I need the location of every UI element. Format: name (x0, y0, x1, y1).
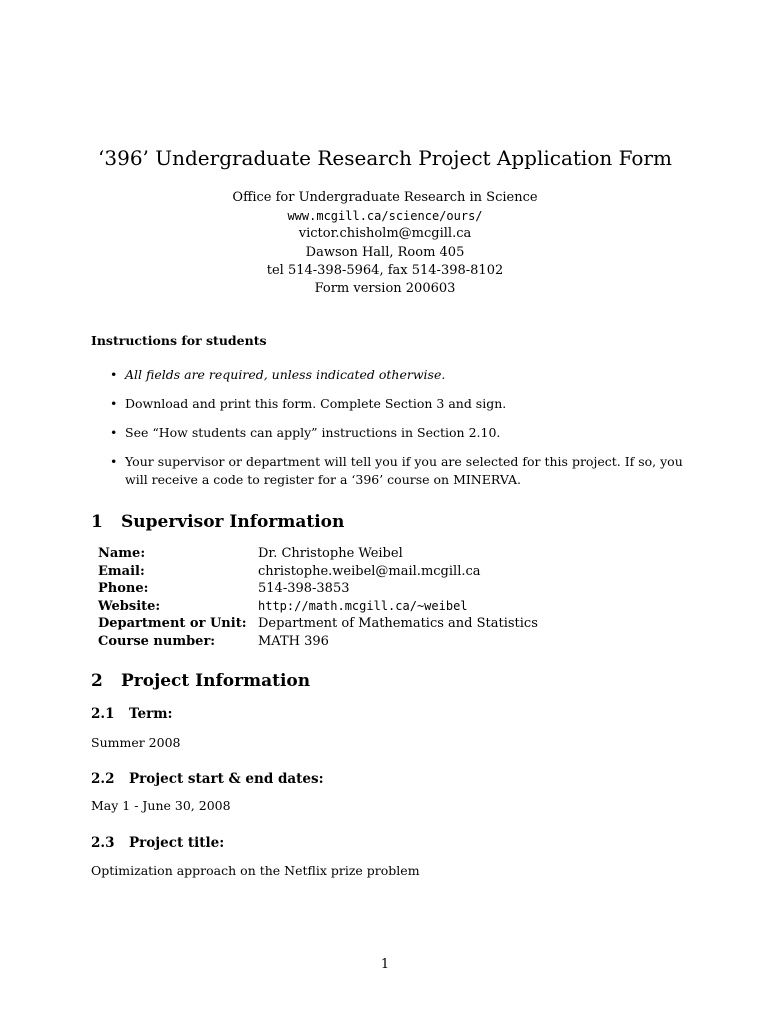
bullet-icon: • (110, 396, 118, 411)
page-number: 1 (380, 957, 390, 972)
field-label: Phone: (98, 581, 149, 597)
instructions-heading: Instructions for students (91, 333, 267, 348)
bullet-icon: • (110, 425, 118, 440)
section-number: 2 (91, 671, 103, 691)
section-title: Supervisor Information (121, 512, 345, 532)
office-website-link[interactable]: www.mcgill.ca/science/ours/ (287, 209, 483, 224)
website-link[interactable]: http://math.mcgill.ca/~weibel (258, 598, 468, 613)
field-value: Department of Mathematics and Statistics (258, 616, 538, 632)
table-row (98, 634, 538, 652)
subsection-title-heading (91, 835, 224, 851)
table-row (98, 616, 538, 634)
field-value: 514-398-3853 (258, 581, 350, 597)
table-row (98, 599, 538, 617)
office-header (0, 189, 770, 298)
field-label: Course number: (98, 633, 216, 649)
table-row (98, 581, 538, 599)
instruction-item: • All fields are required, unless indicated otherwise. (110, 367, 446, 382)
office-phones: tel 514-398-5964, fax 514-398-8102 (266, 262, 504, 278)
office-address: Dawson Hall, Room 405 (305, 244, 465, 260)
field-label: Name: (98, 546, 146, 561)
subsection-title: Project title: (129, 835, 225, 851)
field-value: MATH 396 (258, 633, 329, 649)
form-title: ‘396’ Undergraduate Research Project Application Form (98, 146, 672, 170)
subsection-term-heading (91, 706, 172, 722)
instructions-list (110, 366, 695, 500)
section-title: Project Information (121, 671, 311, 691)
subsection-title: Term: (129, 706, 173, 722)
table-row (98, 546, 538, 564)
term-value: Summer 2008 (91, 735, 181, 750)
bullet-icon: • (110, 367, 118, 382)
instruction-item: • Your supervisor or department will tell you if you are selected for this project. If so, you will receive a code to register for a ‘396’ course on MINERVA. (110, 454, 683, 487)
form-version: Form version 200603 (314, 281, 456, 297)
office-name: Office for Undergraduate Research in Science (232, 190, 538, 205)
project-title-value: Optimization approach on the Netflix prize problem (91, 863, 420, 878)
subsection-number: 2.3 (91, 835, 115, 851)
subsection-dates-heading (91, 771, 324, 787)
instruction-item: • Download and print this form. Complete Section 3 and sign. (110, 396, 507, 411)
table-row (98, 564, 538, 582)
field-value: Dr. Christophe Weibel (258, 546, 403, 561)
section-1-heading (91, 512, 344, 532)
subsection-title: Project start & end dates: (129, 771, 324, 787)
field-label: Email: (98, 563, 145, 579)
subsection-number: 2.1 (91, 706, 115, 722)
field-label: Department or Unit: (98, 616, 247, 632)
subsection-number: 2.2 (91, 771, 115, 787)
email-link[interactable]: christophe.weibel@mail.mcgill.ca (258, 563, 481, 579)
supervisor-info-table (98, 546, 538, 652)
section-number: 1 (91, 512, 103, 532)
instruction-item: • See “How students can apply” instructions in Section 2.10. (110, 425, 501, 440)
office-email-link[interactable]: victor.chisholm@mcgill.ca (298, 226, 472, 242)
field-label: Website: (98, 598, 161, 614)
bullet-icon: • (110, 454, 118, 469)
dates-value: May 1 - June 30, 2008 (91, 798, 231, 813)
section-2-heading (91, 671, 310, 691)
